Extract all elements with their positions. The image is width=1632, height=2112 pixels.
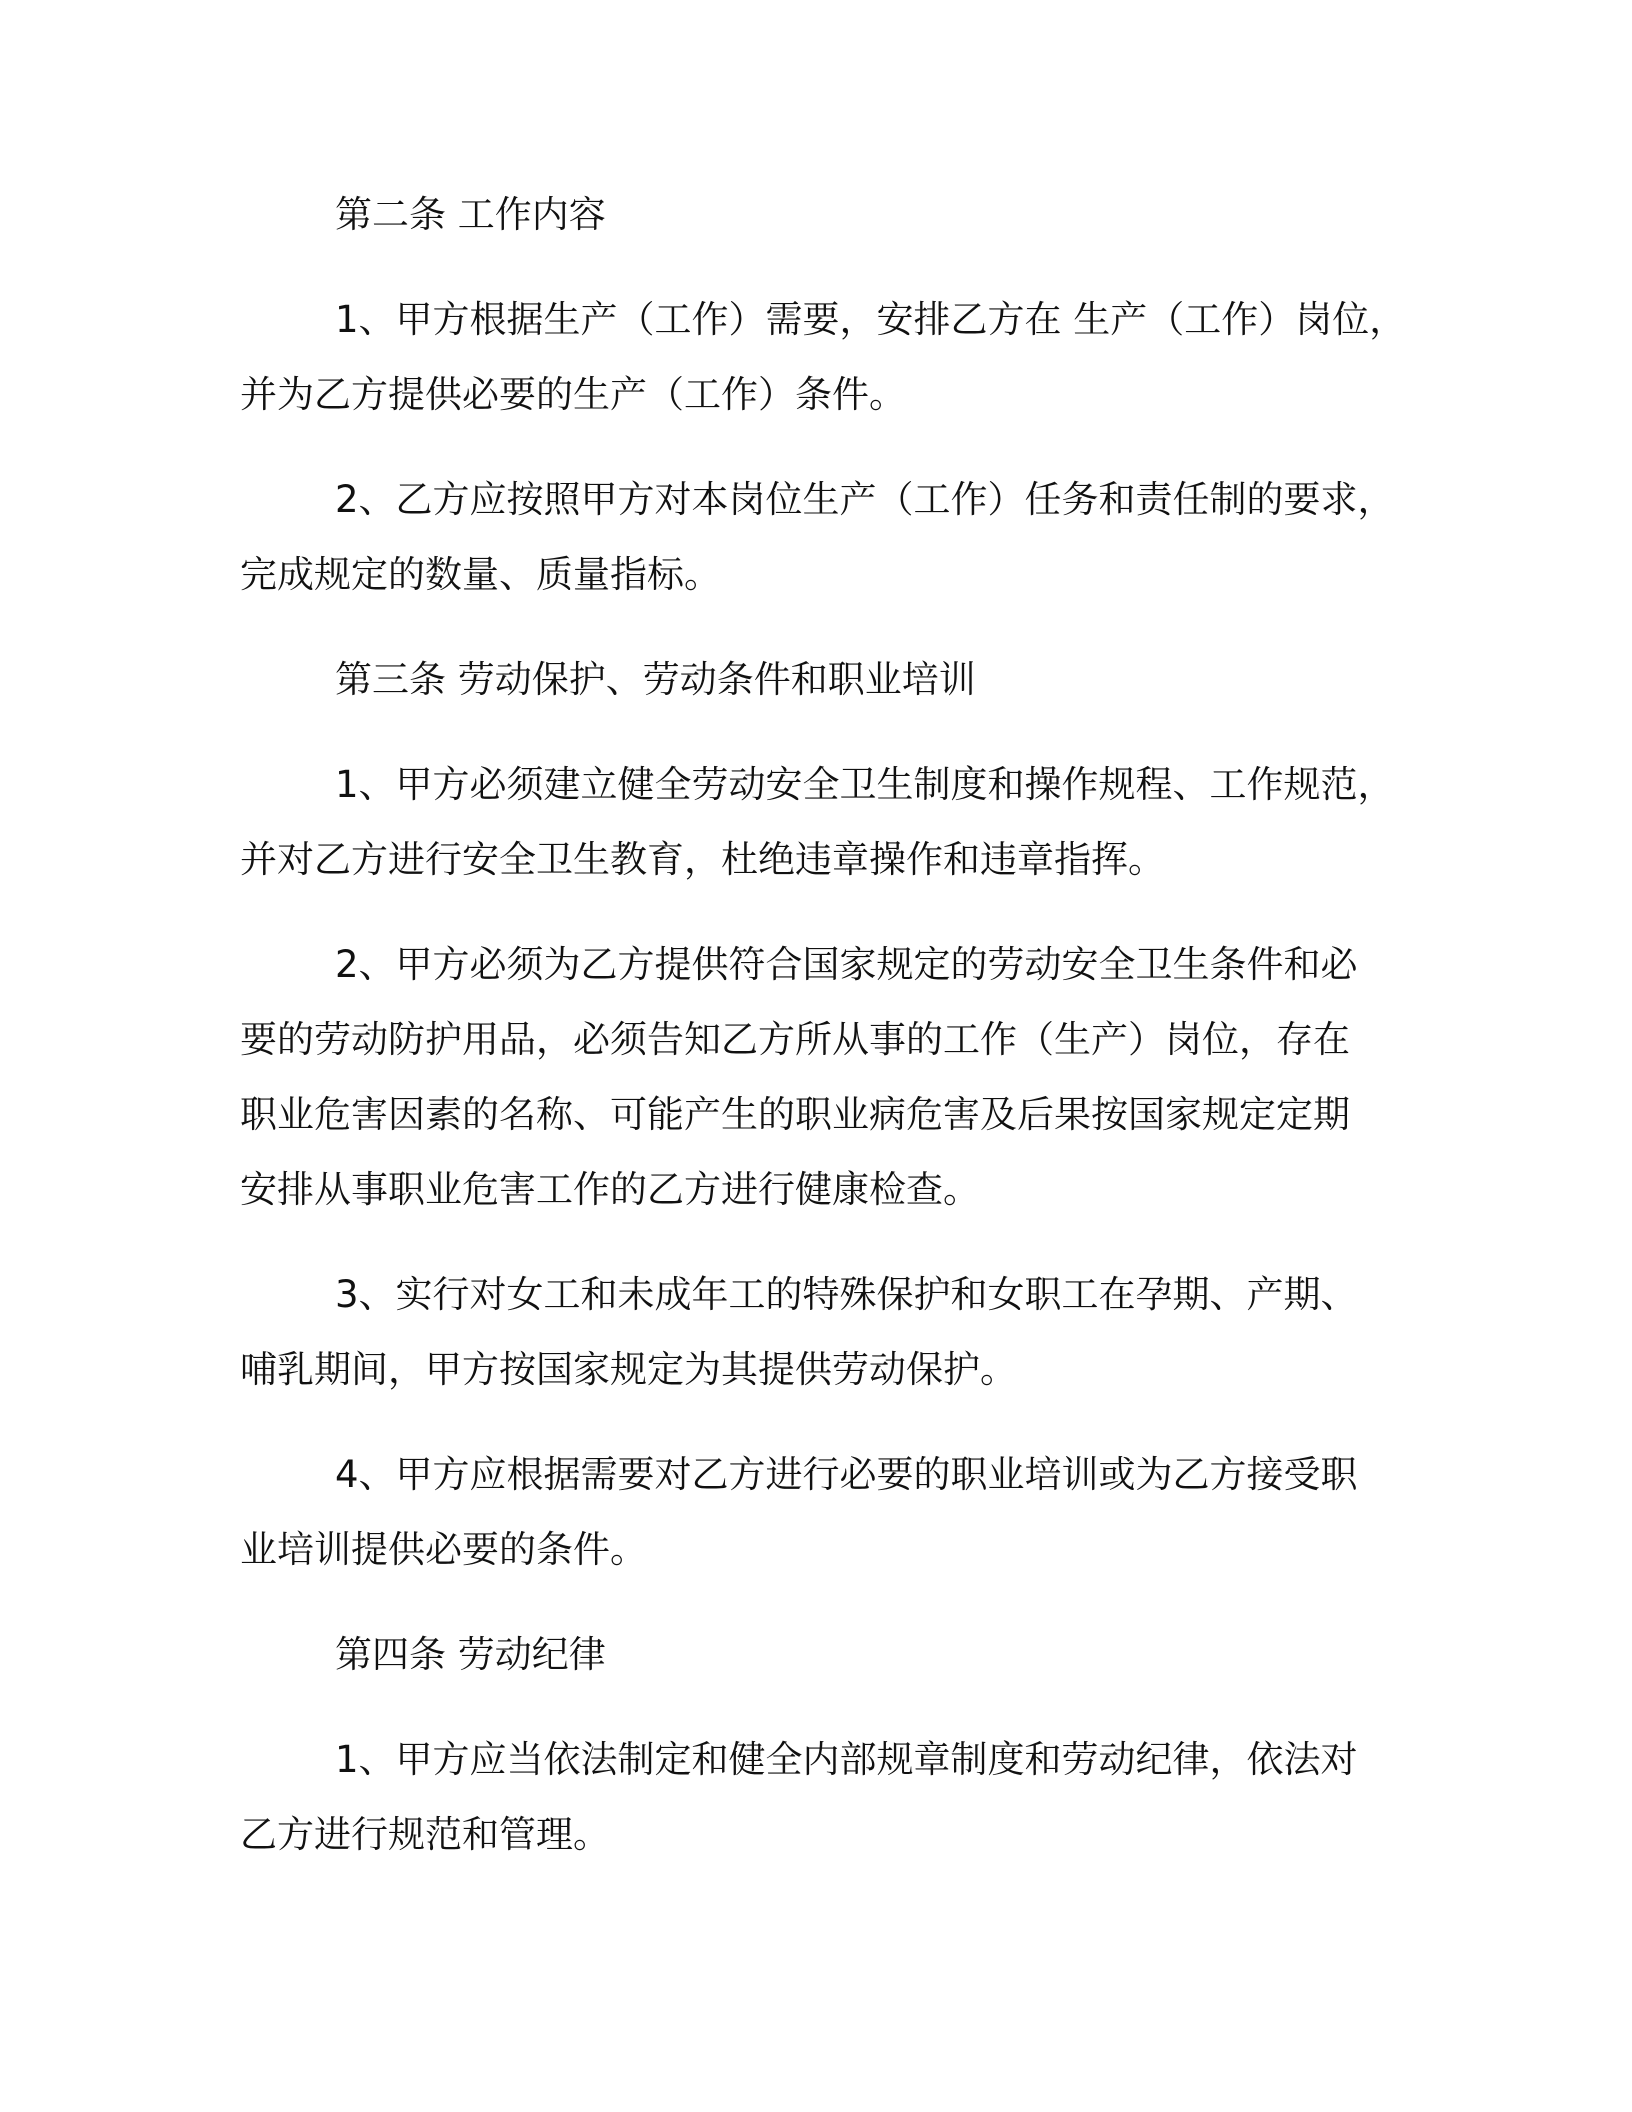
section-heading-article-3: 第三条 劳动保护、劳动条件和职业培训 xyxy=(335,658,976,701)
paragraph-line: 3、实行对女工和未成年工的特殊保护和女职工在孕期、产期、 xyxy=(335,1273,1358,1316)
section-heading-article-4: 第四条 劳动纪律 xyxy=(335,1633,606,1676)
paragraph-line: 并为乙方提供必要的生产（工作）条件。 xyxy=(240,373,906,416)
paragraph-line: 1、甲方必须建立健全劳动安全卫生制度和操作规程、工作规范， xyxy=(335,763,1395,806)
section-heading-article-2: 第二条 工作内容 xyxy=(335,193,606,236)
paragraph-line: 要的劳动防护用品，必须告知乙方所从事的工作（生产）岗位，存在 xyxy=(240,1018,1350,1061)
paragraph-line: 2、甲方必须为乙方提供符合国家规定的劳动安全卫生条件和必 xyxy=(335,943,1358,986)
paragraph-line: 4、甲方应根据需要对乙方进行必要的职业培训或为乙方接受职 xyxy=(335,1453,1358,1496)
paragraph-line: 完成规定的数量、质量指标。 xyxy=(240,553,721,596)
paragraph-line: 业培训提供必要的条件。 xyxy=(240,1528,647,1571)
paragraph-line: 安排从事职业危害工作的乙方进行健康检查。 xyxy=(240,1168,980,1211)
paragraph-line: 1、甲方根据生产（工作）需要，安排乙方在 生产（工作）岗位， xyxy=(335,298,1407,341)
paragraph-line: 乙方进行规范和管理。 xyxy=(240,1813,610,1856)
paragraph-line: 2、乙方应按照甲方对本岗位生产（工作）任务和责任制的要求， xyxy=(335,478,1395,521)
paragraph-line: 1、甲方应当依法制定和健全内部规章制度和劳动纪律，依法对 xyxy=(335,1738,1358,1781)
paragraph-line: 并对乙方进行安全卫生教育，杜绝违章操作和违章指挥。 xyxy=(240,838,1165,881)
paragraph-line: 哺乳期间，甲方按国家规定为其提供劳动保护。 xyxy=(240,1348,1017,1391)
paragraph-line: 职业危害因素的名称、可能产生的职业病危害及后果按国家规定定期 xyxy=(240,1093,1350,1136)
